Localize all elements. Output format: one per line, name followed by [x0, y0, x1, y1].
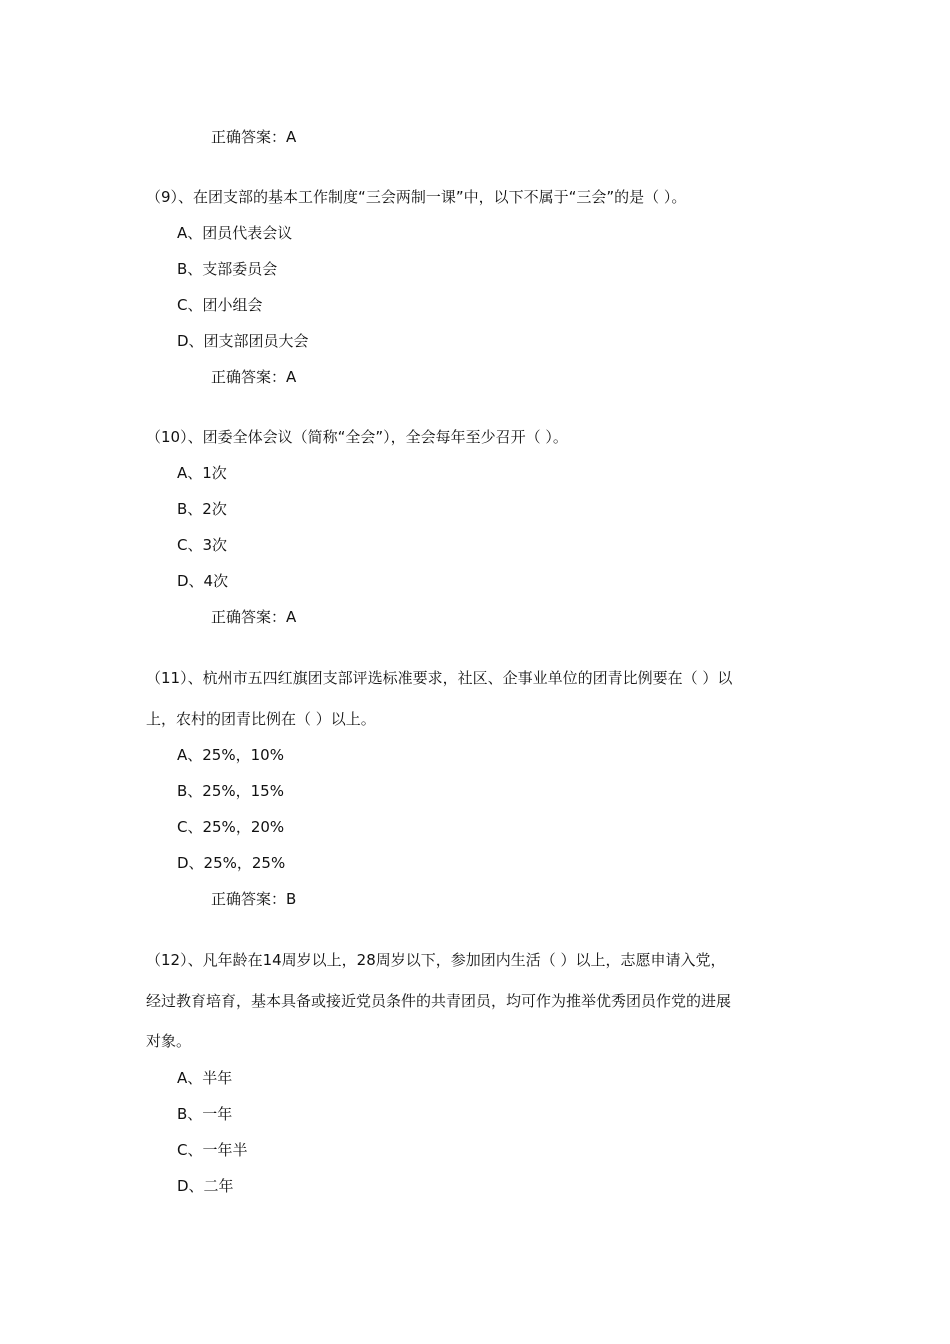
question-10-stem: （10）、团委全体会议（简称“全会”），全会每年至少召开（ ）。 [146, 428, 568, 446]
question-9-option-b: B、支部委员会 [177, 260, 278, 278]
question-12-option-b: B、一年 [177, 1105, 233, 1123]
question-11-stem-line1: （11）、杭州市五四红旗团支部评选标准要求，社区、企事业单位的团青比例要在（ ）以 [146, 669, 733, 687]
answer-q9: 正确答案：A [211, 368, 297, 386]
question-12-option-a: A、半年 [177, 1069, 233, 1087]
answer-q8: 正确答案：A [211, 128, 297, 146]
question-12-option-c: C、一年半 [177, 1141, 248, 1159]
question-11-option-a: A、25%，10% [177, 746, 284, 764]
question-9-stem: （9）、在团支部的基本工作制度“三会两制一课”中，以下不属于“三会”的是（ ）。 [146, 188, 687, 206]
question-10-option-d: D、4次 [177, 572, 229, 590]
question-11-option-c: C、25%，20% [177, 818, 285, 836]
answer-q11: 正确答案：B [211, 890, 297, 908]
question-12-stem-line3: 对象。 [146, 1032, 192, 1050]
question-12-stem-line1: （12）、凡年龄在14周岁以上，28周岁以下，参加团内生活（ ）以上，志愿申请入党， [146, 951, 726, 969]
question-12-stem-line2: 经过教育培育，基本具备或接近党员条件的共青团员，均可作为推举优秀团员作党的进展 [146, 992, 732, 1010]
question-9-option-a: A、团员代表会议 [177, 224, 293, 242]
question-10-option-b: B、2次 [177, 500, 227, 518]
question-11-option-d: D、25%，25% [177, 854, 286, 872]
question-9-option-c: C、团小组会 [177, 296, 263, 314]
question-9-option-d: D、团支部团员大会 [177, 332, 309, 350]
question-12-option-d: D、二年 [177, 1177, 234, 1195]
question-10-option-c: C、3次 [177, 536, 228, 554]
question-10-option-a: A、1次 [177, 464, 227, 482]
question-11-option-b: B、25%，15% [177, 782, 284, 800]
answer-q10: 正确答案：A [211, 608, 297, 626]
question-11-stem-line2: 上，农村的团青比例在（ ）以上。 [146, 710, 376, 728]
